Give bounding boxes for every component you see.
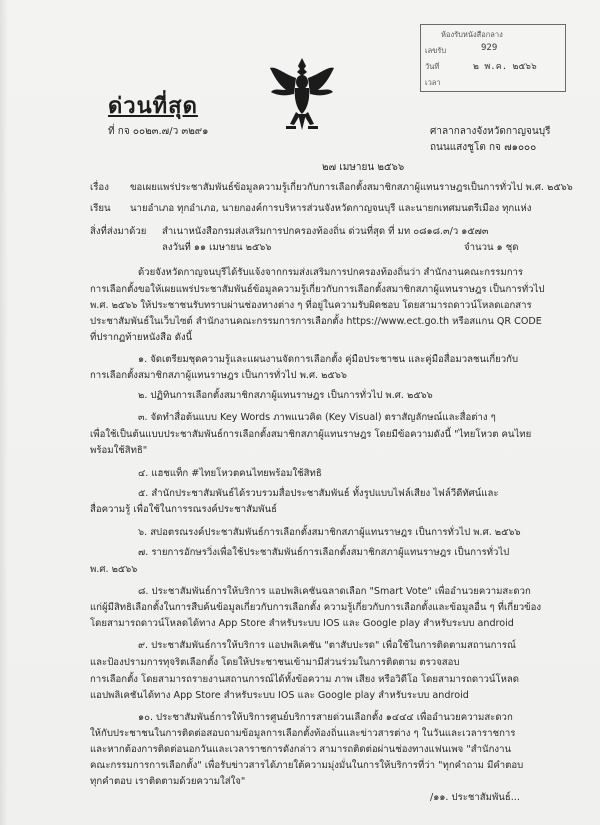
paragraph-line: การเลือกตั้งขอให้เผยแพร่ประชาสัมพันธ์ข้อมูลความรู้เกี่ยวกับการเลือกตั้งสมาชิกสภาผู้แทนราษฎร เป็นการทั่วไป [90, 284, 545, 295]
document-date: ๒๗ เมษายน ๒๕๖๖ [322, 162, 405, 173]
list-item-1-cont: การเลือกตั้งสมาชิกสภาผู้แทนราษฎร เป็นการทั่วไป พ.ศ. ๒๕๖๖ [90, 370, 347, 381]
urgency-label: ด่วนที่สุด [108, 94, 198, 119]
stamp-time-label: เวลา [425, 78, 441, 87]
list-item-3: ๓. จัดทำสื่อต้นแบบ Key Words ภาพแนวคิด (Key Visual) ตราสัญลักษณ์และสื่อต่าง ๆ [138, 412, 496, 423]
list-item-7: ๗. รายการอักษรวิ่งเพื่อใช้ประชาสัมพันธ์การเลือกตั้งสมาชิกสภาผู้แทนราษฎร เป็นการทั่วไป [138, 547, 510, 558]
list-item-8-cont: โดยสามารถดาวน์โหลดได้ทาง App Store สำหรับระบบ IOS และ Google play สำหรับระบบ android [90, 618, 514, 629]
list-item-10-cont: คณะกรรมการการเลือกตั้ง" เพื่อรับข่าวสารได้ภายใต้ความมุ่งมั่นในการให้บริการที่ว่า "ทุกคำถาม มีคำตอบ [90, 760, 524, 771]
list-item-8: ๘. ประชาสัมพันธ์การให้บริการ แอปพลิเคชันฉลาดเลือก "Smart Vote" เพื่ออำนวยความสะดวก [138, 586, 531, 597]
office-address-line2: ถนนแสงชูโต กจ ๗๑๐๐๐ [430, 142, 537, 153]
list-item-9-cont: แอปพลิเคชันได้ทาง App Store สำหรับระบบ IOS และ Google play สำหรับระบบ android [90, 690, 469, 701]
continued-marker: /๑๑. ประชาสัมพันธ์... [430, 792, 520, 803]
stamp-date-label: วันที่ [425, 62, 440, 71]
stamp-date-value: ๒ พ.ค. ๒๕๖๖ [473, 62, 537, 72]
list-item-10-cont: ทุกคำตอบ เราติดตามด้วยความใส่ใจ" [90, 776, 246, 787]
list-item-10: ๑๐. ประชาสัมพันธ์การให้บริการศูนย์บริการสายด่วนเลือกตั้ง ๑๔๔๔ เพื่ออำนวยความสะดวก [138, 712, 513, 723]
paragraph-line: พ.ศ. ๒๕๖๖ ให้ประชาชนรับทราบผ่านช่องทางต่าง ๆ ที่อยู่ในความรับผิดชอบ โดยสามารถดาวน์โหลดเอกสาร [90, 300, 532, 311]
list-item-10-cont: ให้กับประชาชนในการติดต่อสอบถามข้อมูลการเลือกตั้งท้องถิ่นและข่าวสารต่าง ๆ ในวันและเวลาราชการ [90, 728, 516, 739]
scan-shadow [0, 0, 8, 825]
list-item-9: ๙. ประชาสัมพันธ์การให้บริการ แอปพลิเคชัน "ตาสับปะรด" เพื่อใช้ในการติดตามสถานการณ์ [138, 640, 516, 651]
enclosure-line2: ลงวันที่ ๑๑ เมษายน ๒๕๖๖ [162, 242, 272, 253]
subject-text: ขอเผยแพร่ประชาสัมพันธ์ข้อมูลความรู้เกี่ยวกับการเลือกตั้งสมาชิกสภาผู้แทนราษฎรเป็นการทั่วไป พ.ศ. ๒๕๖๖ [130, 182, 573, 193]
recipient-label: เรียน [90, 203, 111, 214]
office-address-line1: ศาลากลางจังหวัดกาญจนบุรี [430, 126, 551, 137]
document-number: ที่ กจ ๐๐๒๓.๗/ว ๓๒๙๑ [108, 126, 209, 137]
list-item-6: ๖. สปอตรณรงค์ประชาสัมพันธ์การเลือกตั้งสมาชิกสภาผู้แทนราษฎร เป็นการทั่วไป พ.ศ. ๒๕๖๖ [138, 527, 521, 538]
garuda-emblem [268, 54, 336, 136]
enclosure-quantity: จำนวน ๑ ชุด [464, 242, 519, 253]
list-item-9-cont: และป้องปรามการทุจริตเลือกตั้ง โดยให้ประชาชนเข้ามามีส่วนร่วมในการติดตาม ตรวจสอบ [90, 657, 460, 668]
recipient-text: นายอำเภอ ทุกอำเภอ, นายกองค์การบริหารส่วนจังหวัดกาญจนบุรี และนายกเทศมนตรีเมือง ทุกแห่ง [130, 203, 532, 214]
list-item-4: ๔. แฮชแท็ก #ไทยโหวตคนไทยพร้อมใช้สิทธิ [138, 468, 322, 479]
list-item-5: ๕. สำนักประชาสัมพันธ์ได้รวบรวมสื่อประชาสัมพันธ์ ทั้งรูปแบบไฟล์เสียง ไฟล์วีดีทัศน์และ [138, 488, 499, 499]
stamp-number-label: เลขรับ [425, 46, 447, 55]
stamp-number-value: 929 [481, 43, 498, 53]
list-item-3-cont: พร้อมใช้สิทธิ" [90, 445, 148, 456]
paragraph-line: ประชาสัมพันธ์ในเว็บไซต์ สำนักงานคณะกรรมการการเลือกตั้ง https://www.ect.go.th หรือสแกน QR CODE [90, 316, 542, 327]
list-item-7-cont: พ.ศ. ๒๕๖๖ [90, 564, 138, 575]
list-item-2: ๒. ปฏิทินการเลือกตั้งสมาชิกสภาผู้แทนราษฎร เป็นการทั่วไป พ.ศ. ๒๕๖๖ [138, 390, 433, 401]
paragraph-line: ที่ปรากฏท้ายหนังสือ ดังนี้ [90, 332, 193, 343]
list-item-10-cont: และหากต้องการติดต่อนอกวันและเวลาราชการดังกล่าว สามารถติดต่อผ่านช่องทางแฟนเพจ "สำนักงาน [90, 744, 512, 755]
list-item-5-cont: สื่อความรู้ เพื่อใช้ในการรณรงค์ประชาสัมพันธ์ [90, 504, 278, 515]
paragraph-line: ด้วยจังหวัดกาญจนบุรีได้รับแจ้งจากกรมส่งเสริมการปกครองท้องถิ่นว่า สำนักงานคณะกรรมการ [138, 267, 524, 278]
enclosure-label: สิ่งที่ส่งมาด้วย [90, 226, 147, 237]
enclosure-line1: สำเนาหนังสือกรมส่งเสริมการปกครองท้องถิ่น ด่วนที่สุด ที่ มท ๐๘๑๘.๓/ว ๑๕๗๓ [162, 226, 489, 237]
subject-label: เรื่อง [90, 182, 109, 193]
receiving-stamp [420, 24, 566, 92]
list-item-9-cont: การเลือกตั้ง โดยสามารถรายงานสถานการณ์ได้ทั้งข้อความ ภาพ เสียง หรือวิดีโอ โดยสามารถดาวน์โหลด [90, 674, 520, 685]
list-item-8-cont: แก่ผู้มีสิทธิเลือกตั้งในการสืบค้นข้อมูลเกี่ยวกับการเลือกตั้ง ความรู้เกี่ยวกับการเลือกตั้งและข้อมูลอื่น ๆ ที่เกี่ยวข้อง [90, 602, 542, 613]
list-item-1: ๑. จัดเตรียมชุดความรู้และแผนงานจัดการเลือกตั้ง คู่มือประชาชน และคู่มือสื่อมวลชนเกี่ยวกับ [138, 354, 519, 365]
list-item-3-cont: เพื่อใช้เป็นต้นแบบประชาสัมพันธ์การเลือกตั้งสมาชิกสภาผู้แทนราษฎร โดยมีข้อความดังนี้ "ไทยโหวต คนไทย [90, 429, 532, 440]
stamp-office: ห้องรับหนังสือกลาง [441, 30, 503, 39]
